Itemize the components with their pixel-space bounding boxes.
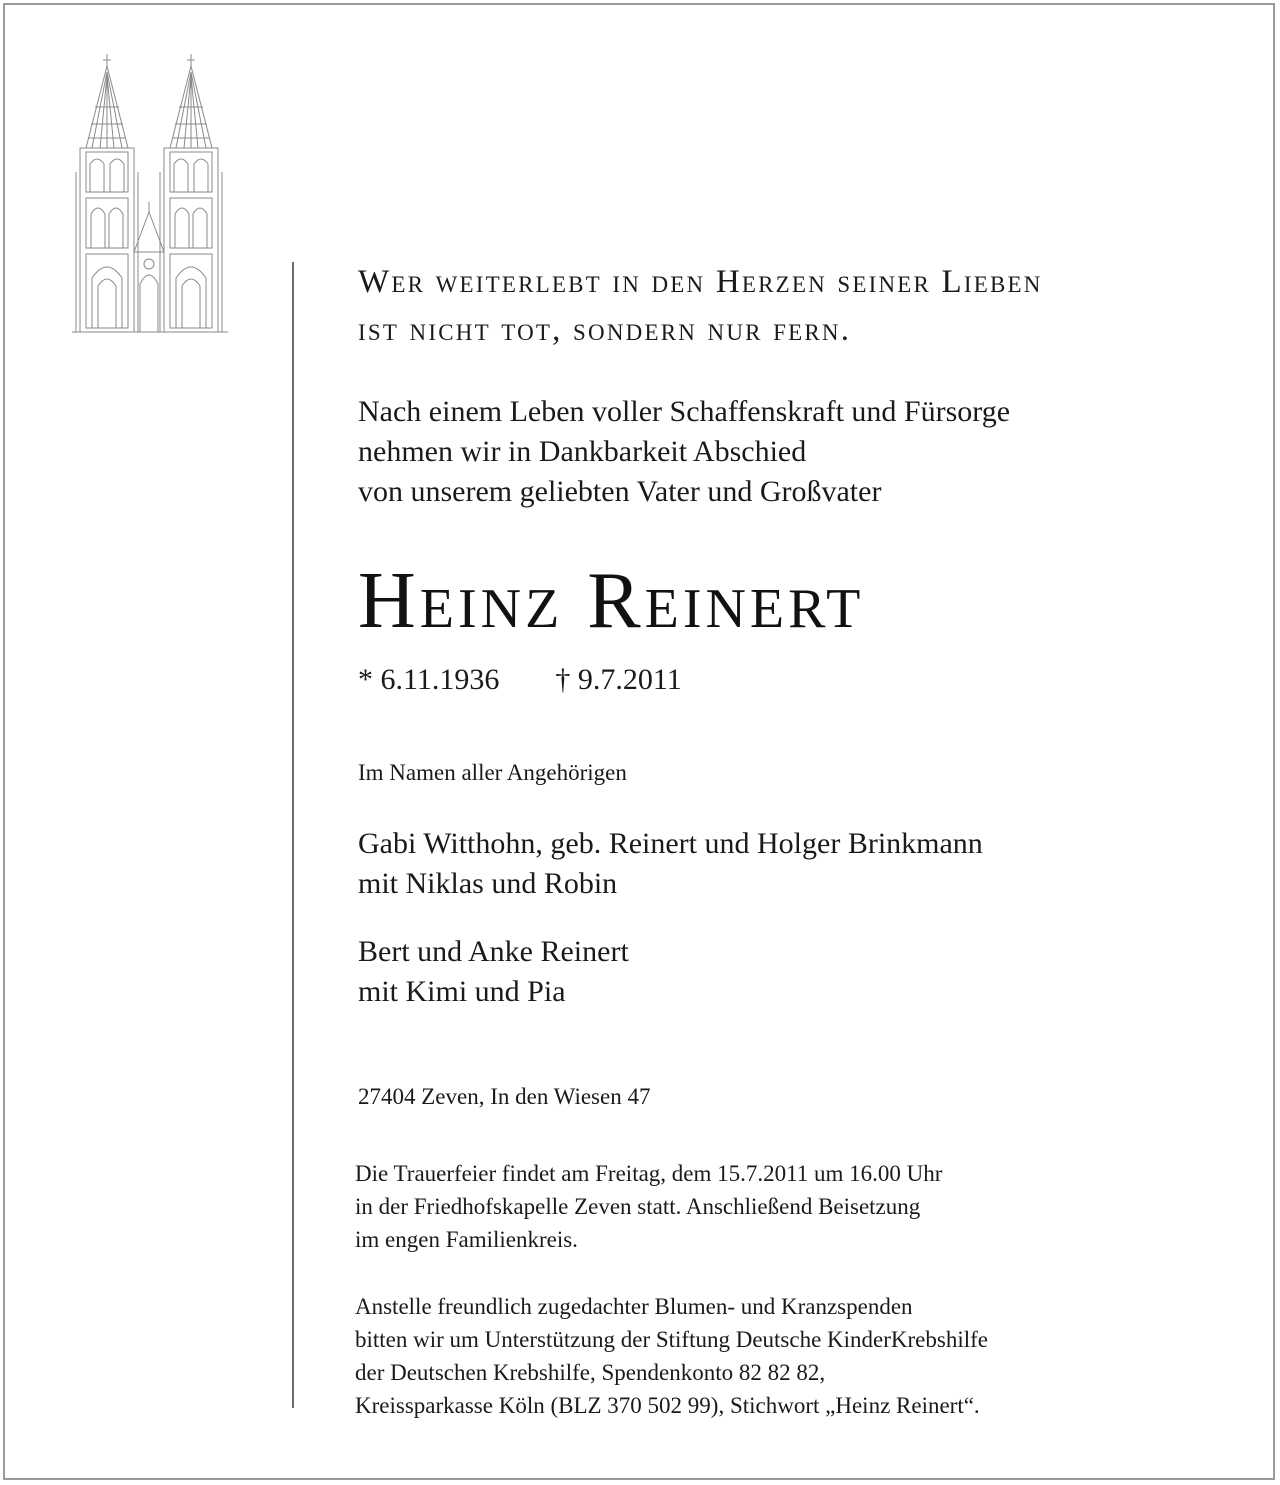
intro-line: von unserem geliebten Vater und Großvater (358, 475, 882, 508)
address: 27404 Zeven, In den Wiesen 47 (358, 1084, 651, 1109)
funeral-line: in der Friedhofskapelle Zeven statt. Anschließend Beisetzung (355, 1194, 921, 1219)
family-line: mit Kimi und Pia (358, 975, 566, 1008)
family-line: mit Niklas und Robin (358, 867, 618, 900)
family-group (358, 932, 629, 1012)
death-date: † 9.7.2011 (555, 663, 682, 696)
motto-line: Wer weiterlebt in den Herzen seiner Lieben (358, 264, 1043, 300)
motto (358, 258, 1043, 354)
funeral-line: Die Trauerfeier findet am Freitag, dem 15.7.2011 um 16.00 Uhr (355, 1161, 943, 1186)
motto-line: ist nicht tot, sondern nur fern. (358, 312, 852, 348)
birth-date: * 6.11.1936 (358, 663, 500, 696)
signed-by: Im Namen aller Angehörigen (358, 760, 627, 785)
family-line: Bert und Anke Reinert (358, 935, 629, 968)
cathedral-icon (70, 52, 230, 336)
funeral-line: im engen Familienkreis. (355, 1227, 578, 1252)
intro-text (358, 392, 1010, 512)
deceased-name: Heinz Reinert (358, 557, 865, 645)
funeral-notice (355, 1157, 942, 1256)
family-line: Gabi Witthohn, geb. Reinert und Holger Brinkmann (358, 827, 983, 860)
donation-line: bitten wir um Unterstützung der Stiftung Deutsche KinderKrebshilfe (355, 1327, 988, 1352)
intro-line: nehmen wir in Dankbarkeit Abschied (358, 435, 807, 468)
donation-line: der Deutschen Krebshilfe, Spendenkonto 82 82 82, (355, 1360, 826, 1385)
donation-line: Kreissparkasse Köln (BLZ 370 502 99), Stichwort „Heinz Reinert“. (355, 1393, 980, 1418)
life-dates (358, 660, 682, 700)
family-group (358, 824, 983, 904)
vertical-rule (292, 262, 294, 1408)
donation-notice (355, 1290, 988, 1422)
donation-line: Anstelle freundlich zugedachter Blumen- und Kranzspenden (355, 1294, 913, 1319)
intro-line: Nach einem Leben voller Schaffenskraft und Fürsorge (358, 395, 1011, 428)
